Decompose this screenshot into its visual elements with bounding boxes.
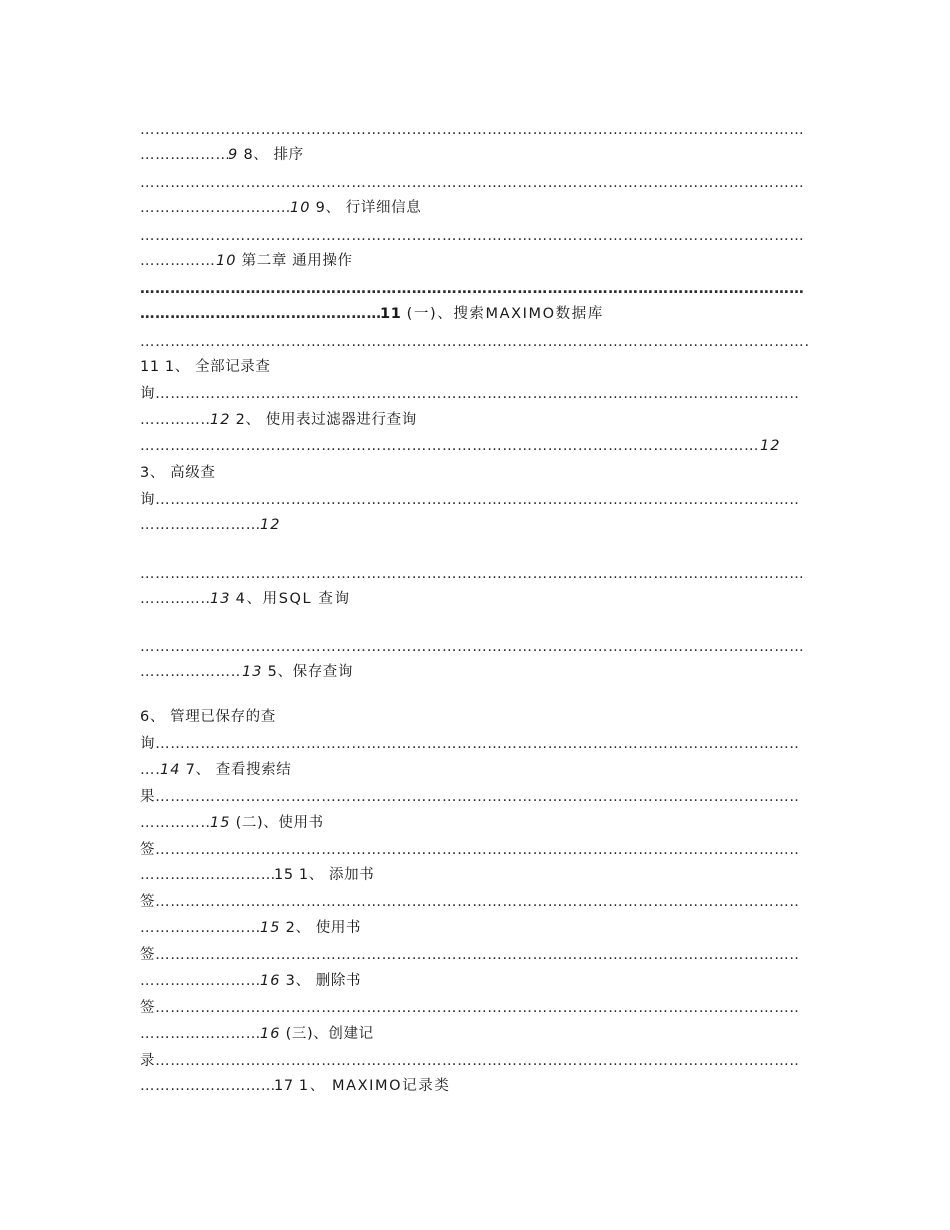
toc-leader-line bbox=[140, 638, 805, 656]
toc-leader bbox=[140, 1077, 274, 1095]
toc-page-number: 12 bbox=[260, 517, 281, 533]
toc-entry[interactable] bbox=[140, 866, 374, 884]
toc-leader bbox=[140, 411, 210, 429]
toc-entry-continuation[interactable] bbox=[140, 893, 805, 911]
toc-leader bbox=[140, 1025, 260, 1043]
toc-entry-continuation[interactable] bbox=[140, 946, 805, 964]
toc-leader bbox=[140, 972, 260, 990]
toc-leader bbox=[140, 814, 210, 832]
toc-leader bbox=[155, 735, 799, 753]
toc-leader bbox=[155, 893, 799, 911]
toc-leader-line bbox=[140, 174, 805, 192]
toc-leader-line bbox=[140, 227, 805, 245]
toc-entry-continuation[interactable] bbox=[140, 999, 805, 1017]
toc-entry-title-end: 询 bbox=[140, 492, 156, 508]
toc-page-number: 10 bbox=[216, 253, 237, 269]
toc-page-number: 15 bbox=[260, 920, 281, 936]
toc-entry-title: 5、保存查询 bbox=[267, 664, 353, 680]
toc-entry[interactable] bbox=[140, 919, 361, 937]
toc-entry[interactable] bbox=[140, 663, 353, 681]
toc-entry-continuation[interactable] bbox=[140, 788, 805, 806]
toc-page-number: 9 bbox=[228, 147, 239, 163]
toc-leader-line bbox=[140, 280, 805, 298]
toc-leader bbox=[155, 841, 799, 859]
toc-leader bbox=[155, 788, 799, 806]
toc-leader-line bbox=[140, 333, 810, 351]
toc-entry-continuation[interactable] bbox=[140, 735, 805, 753]
toc-entry[interactable] bbox=[140, 358, 271, 376]
toc-leader bbox=[155, 946, 799, 964]
toc-page-number: 13 bbox=[242, 664, 263, 680]
toc-page-number: 11 bbox=[380, 306, 402, 322]
toc-entry[interactable] bbox=[140, 1025, 374, 1043]
toc-page-number: 12 bbox=[210, 412, 231, 428]
toc-page-number: 13 bbox=[210, 591, 231, 607]
toc-page-number: 17 bbox=[274, 1078, 294, 1094]
toc-entry[interactable] bbox=[140, 1077, 450, 1095]
toc-leader bbox=[140, 199, 290, 217]
toc-entry[interactable] bbox=[140, 464, 215, 482]
toc-entry[interactable] bbox=[140, 411, 417, 429]
toc-page-number: 15 bbox=[210, 815, 231, 831]
toc-entry-title-end: 录 bbox=[140, 1053, 156, 1069]
toc-leader-line bbox=[140, 121, 805, 139]
toc-entry-title-end: 签 bbox=[140, 842, 156, 858]
toc-leader bbox=[155, 491, 799, 509]
toc-entry-title-end: 签 bbox=[140, 1000, 156, 1016]
toc-page-number: 14 bbox=[160, 762, 181, 778]
toc-page-number: 11 bbox=[140, 359, 160, 375]
toc-entry-title: (一)、搜索MAXIMO数据库 bbox=[406, 306, 604, 322]
toc-entry-title: 6、 管理已保存的查 bbox=[140, 709, 276, 725]
toc-entry-title: 9、 行详细信息 bbox=[315, 200, 422, 216]
toc-leader bbox=[140, 516, 260, 534]
toc-entry[interactable] bbox=[140, 590, 351, 608]
toc-leader bbox=[140, 252, 216, 270]
toc-entry[interactable] bbox=[140, 199, 421, 217]
toc-entry-title: 2、 使用表过滤器进行查询 bbox=[235, 412, 417, 428]
toc-entry-continuation[interactable] bbox=[140, 491, 805, 509]
toc-leader bbox=[140, 437, 760, 455]
toc-entry-title: 7、 查看搜索结 bbox=[185, 762, 292, 778]
toc-entry-title: 4、用SQL 查询 bbox=[235, 591, 351, 607]
toc-leader bbox=[140, 663, 242, 681]
toc-leader bbox=[140, 866, 274, 884]
toc-leader bbox=[140, 146, 228, 164]
toc-entry-title-end: 询 bbox=[140, 386, 156, 402]
toc-page-number: 16 bbox=[260, 1026, 281, 1042]
toc-entry[interactable] bbox=[140, 305, 604, 323]
toc-page-number: 10 bbox=[290, 200, 311, 216]
toc-leader bbox=[140, 919, 260, 937]
toc-page-number: 12 bbox=[760, 438, 781, 454]
toc-leader bbox=[140, 305, 380, 323]
toc-page-number: 16 bbox=[260, 973, 281, 989]
toc-entry[interactable] bbox=[140, 146, 304, 164]
toc-entry-title: 第二章 通用操作 bbox=[241, 253, 353, 269]
toc-entry-title: 1、 MAXIMO记录类 bbox=[298, 1078, 451, 1094]
toc-entry[interactable] bbox=[140, 252, 353, 270]
toc-entry[interactable] bbox=[140, 708, 276, 726]
toc-entry-title: 8、 排序 bbox=[243, 147, 304, 163]
toc-entry-title-end: 询 bbox=[140, 736, 156, 752]
toc-entry-title: (二)、使用书 bbox=[235, 815, 324, 831]
toc-leader-line bbox=[140, 565, 805, 583]
toc-entry-continuation[interactable] bbox=[140, 1052, 805, 1070]
toc-leader bbox=[155, 1052, 799, 1070]
toc-entry[interactable] bbox=[140, 972, 361, 990]
toc-entry[interactable] bbox=[140, 437, 780, 455]
toc-entry-title: 3、 删除书 bbox=[285, 973, 362, 989]
toc-entry-title: (三)、创建记 bbox=[285, 1026, 374, 1042]
toc-entry[interactable] bbox=[140, 761, 291, 779]
toc-entry-title: 3、 高级查 bbox=[140, 465, 216, 481]
toc-entry-title: 1、 全部记录查 bbox=[164, 359, 271, 375]
toc-page-number: 15 bbox=[274, 867, 294, 883]
toc-leader bbox=[140, 590, 210, 608]
toc-entry-title-end: 果 bbox=[140, 789, 156, 805]
toc-entry-continuation[interactable] bbox=[140, 385, 805, 403]
toc-entry-title: 2、 使用书 bbox=[285, 920, 362, 936]
toc-entry[interactable] bbox=[140, 814, 324, 832]
toc-entry-title-end: 签 bbox=[140, 894, 156, 910]
toc-entry-title: 1、 添加书 bbox=[298, 867, 375, 883]
toc-leader bbox=[140, 761, 160, 779]
toc-entry[interactable] bbox=[140, 516, 280, 534]
toc-entry-title-end: 签 bbox=[140, 947, 156, 963]
toc-leader bbox=[155, 385, 799, 403]
toc-leader bbox=[155, 999, 799, 1017]
toc-entry-continuation[interactable] bbox=[140, 841, 805, 859]
